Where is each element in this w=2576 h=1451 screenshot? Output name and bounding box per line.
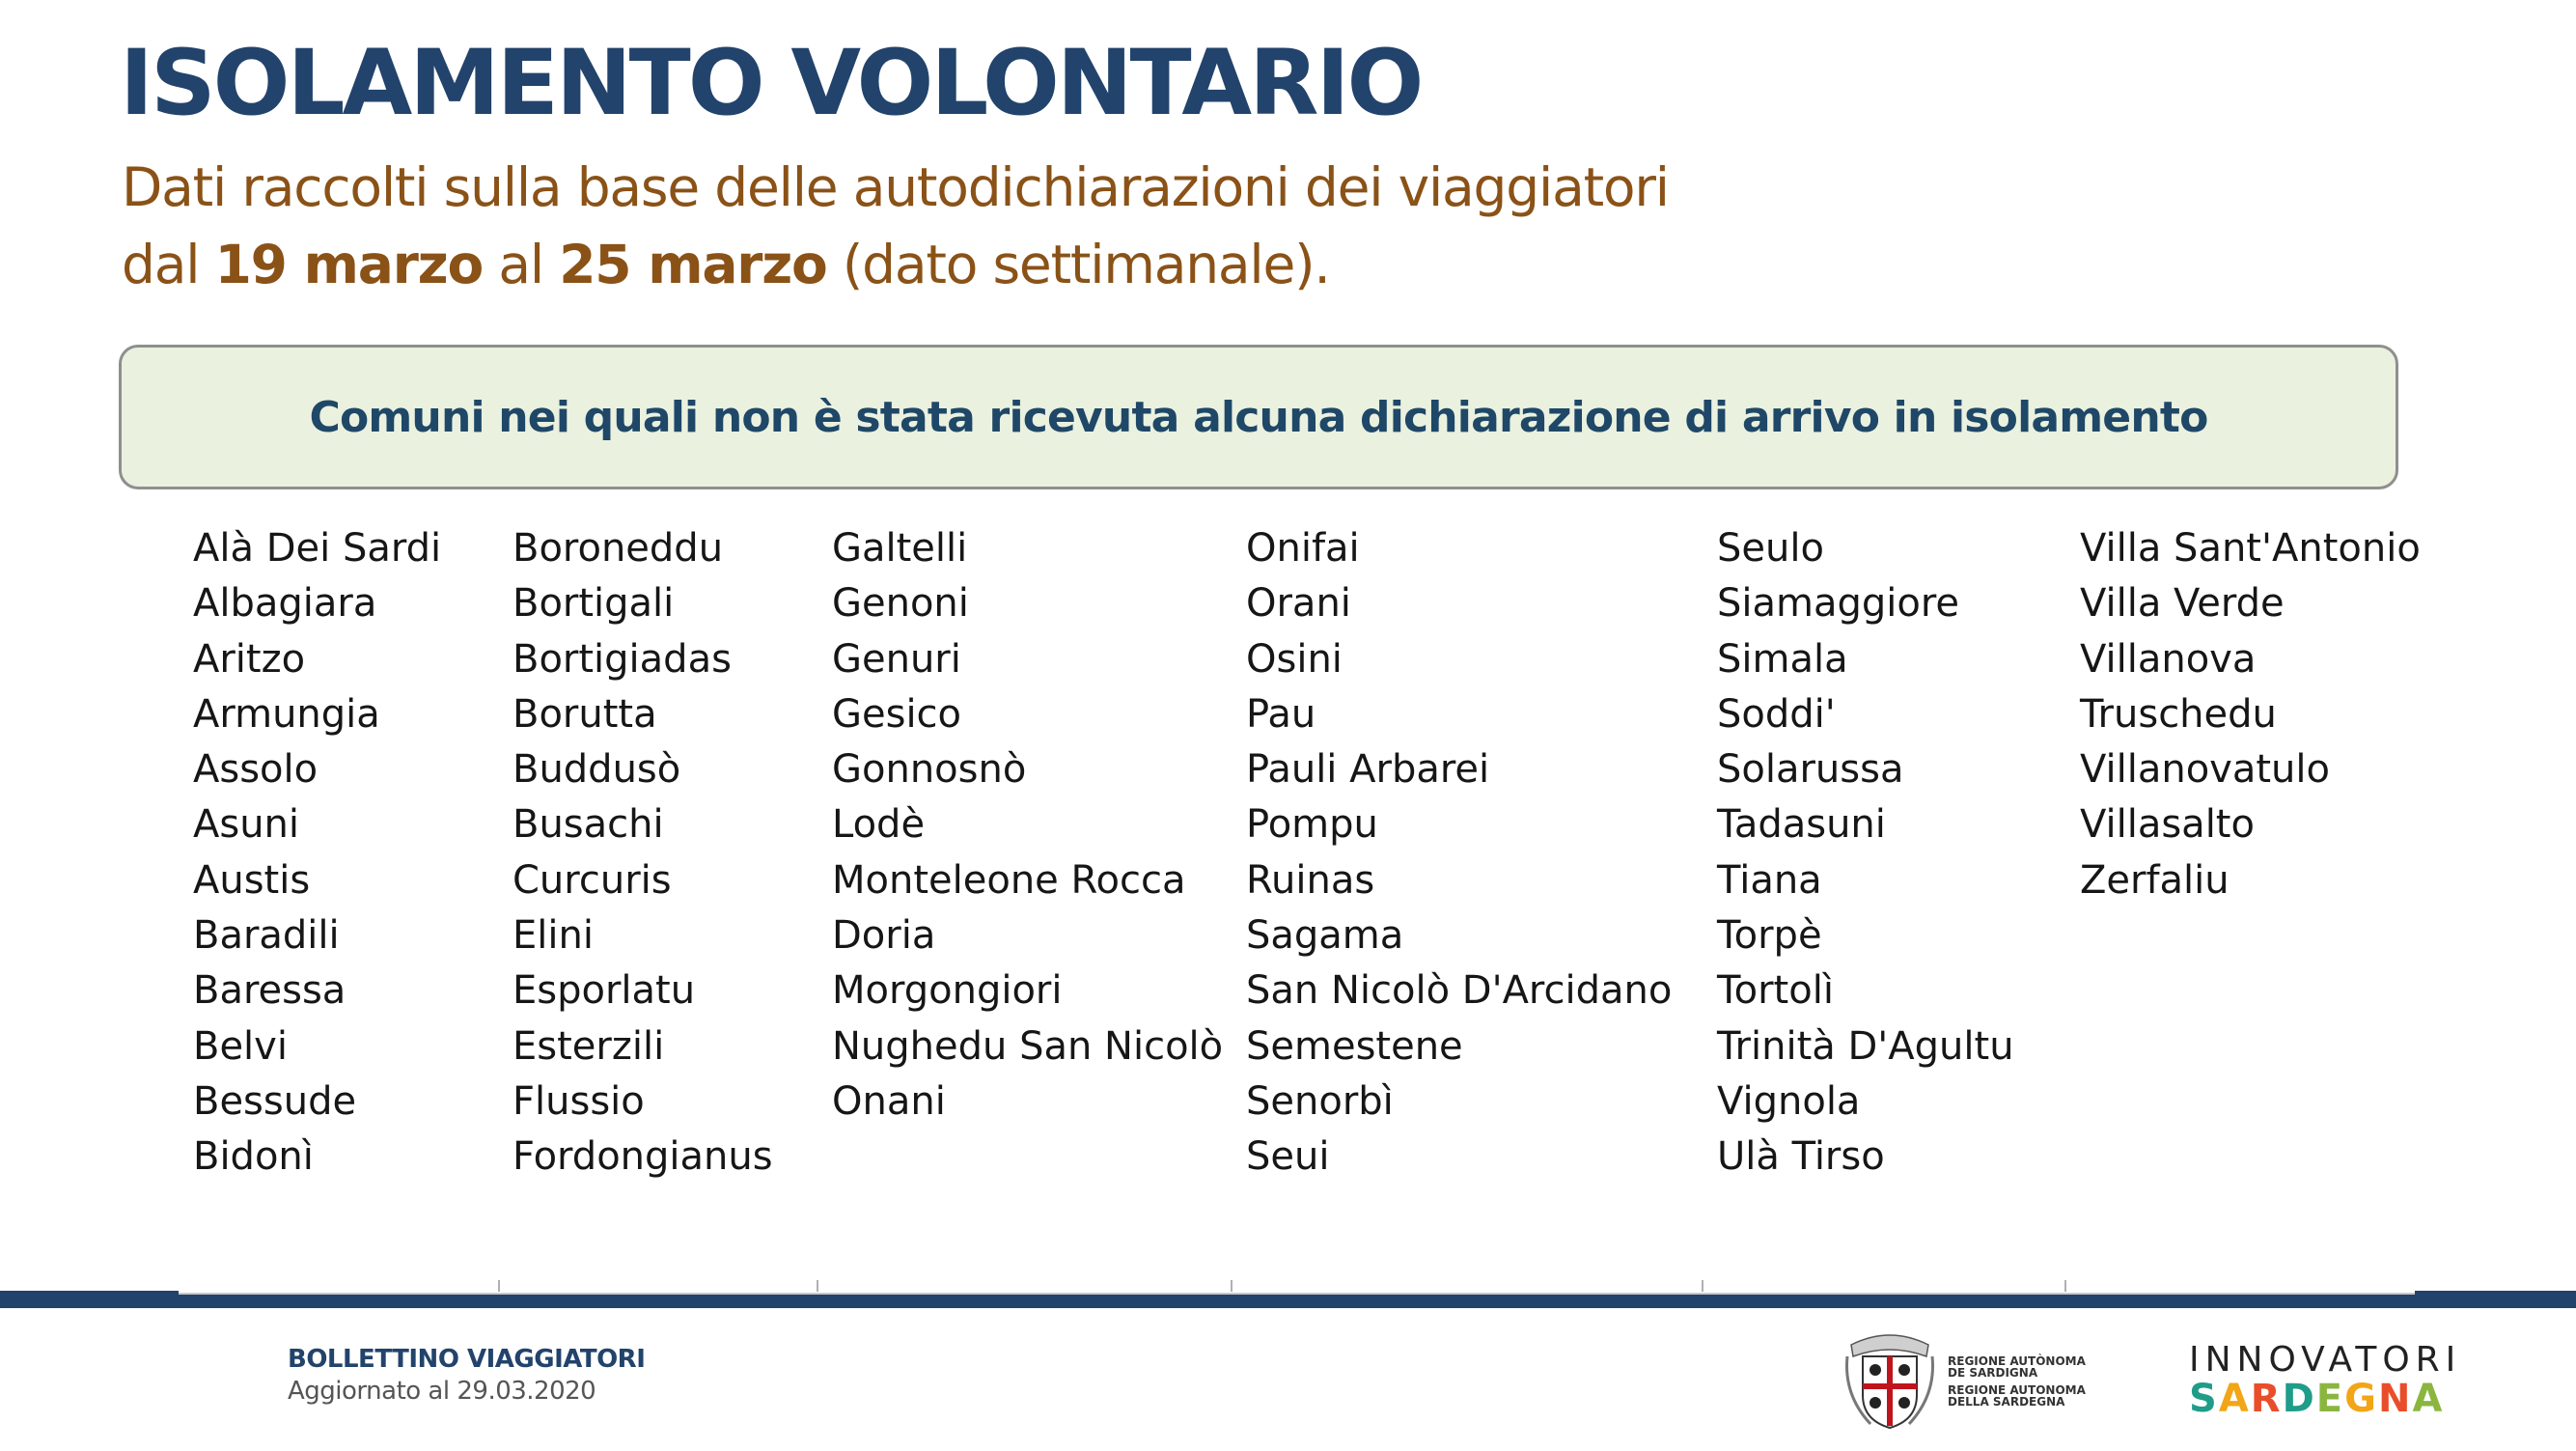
- region-name-italian-line-1: REGIONE AUTONOMA: [1948, 1383, 2086, 1397]
- municipality-item: Osini: [1246, 636, 1343, 682]
- municipality-item: Gonnosnò: [832, 747, 1027, 793]
- municipality-item: Seulo: [1717, 526, 1824, 571]
- region-name-sardinian-line-1: REGIONE AUTÒNOMA: [1948, 1354, 2086, 1368]
- municipality-item: San Nicolò D'Arcidano: [1246, 968, 1673, 1014]
- municipality-item: Tortolì: [1717, 968, 1834, 1014]
- section-banner: [119, 345, 2398, 489]
- footer-bulletin-title: BOLLETTINO VIAGGIATORI: [288, 1345, 646, 1374]
- municipality-item: Villanovatulo: [2080, 747, 2330, 793]
- column-separator: [817, 1280, 818, 1292]
- municipality-item: Fordongianus: [512, 1134, 773, 1180]
- municipality-item: Albagiara: [193, 581, 377, 627]
- municipality-column-2: [512, 521, 773, 1186]
- municipality-item: Buddusò: [512, 747, 681, 793]
- municipality-column-6: [2080, 521, 2421, 908]
- subtitle-line-2: [122, 226, 1955, 303]
- subtitle-suffix: (dato settimanale).: [826, 234, 1330, 295]
- brand-letter: N: [2377, 1377, 2413, 1421]
- municipality-item: Genoni: [832, 581, 969, 627]
- municipality-item: Esporlatu: [512, 968, 696, 1014]
- municipality-item: Sagama: [1246, 913, 1404, 959]
- column-separator: [1231, 1280, 1233, 1292]
- municipality-column-5: [1717, 521, 2014, 1186]
- municipality-item: Ruinas: [1246, 857, 1375, 903]
- municipality-item: Onifai: [1246, 526, 1360, 571]
- column-separator: [498, 1280, 500, 1292]
- municipality-item: Gesico: [832, 691, 962, 737]
- municipality-column-3: [832, 521, 1223, 1130]
- footer-updated-date: Aggiornato al 29.03.2020: [288, 1377, 596, 1406]
- municipality-item: Baradili: [193, 913, 340, 959]
- subtitle-al: al: [483, 234, 560, 295]
- municipality-item: Borutta: [512, 691, 657, 737]
- municipality-item: Galtelli: [832, 526, 968, 571]
- brand-letter: A: [2412, 1377, 2445, 1421]
- municipality-item: Bidonì: [193, 1134, 314, 1180]
- municipality-item: Pau: [1246, 691, 1316, 737]
- municipality-item: Seui: [1246, 1134, 1330, 1180]
- municipality-item: Armungia: [193, 691, 380, 737]
- municipality-item: Asuni: [193, 802, 300, 848]
- municipality-item: Belvi: [193, 1023, 288, 1069]
- column-separator: [1702, 1280, 1703, 1292]
- municipality-item: Bortigali: [512, 581, 675, 627]
- region-name-italian-line-2: DELLA SARDEGNA: [1948, 1395, 2065, 1409]
- subtitle-line-1: Dati raccolti sulla base delle autodichiarazioni dei viaggiatori: [122, 156, 1669, 218]
- municipality-item: Doria: [832, 913, 936, 959]
- brand-letter: D: [2282, 1377, 2316, 1421]
- municipality-item: Siamaggiore: [1717, 581, 1960, 627]
- municipality-item: Tiana: [1717, 857, 1822, 903]
- banner-text: Comuni nei quali non è stata ricevuta alcuna dichiarazione di arrivo in isolamento: [309, 392, 2208, 442]
- page-title: ISOLAMENTO VOLONTARIO: [120, 31, 1422, 136]
- municipality-item: Ulà Tirso: [1717, 1134, 1885, 1180]
- municipality-item: Zerfaliu: [2080, 857, 2230, 903]
- subtitle-from-date: 19 marzo: [214, 234, 484, 295]
- municipality-item: Elini: [512, 913, 594, 959]
- municipality-item: Vignola: [1717, 1078, 1861, 1124]
- municipality-item: Boroneddu: [512, 526, 724, 571]
- region-name-sardinian: [1948, 1355, 2086, 1379]
- municipality-item: Nughedu San Nicolò: [832, 1023, 1224, 1069]
- subtitle-to-date: 25 marzo: [559, 234, 827, 295]
- municipality-item: Bessude: [193, 1078, 357, 1124]
- municipality-item: Tadasuni: [1717, 802, 1886, 848]
- municipality-column-1: [193, 521, 441, 1186]
- brand-letter: S: [2189, 1377, 2219, 1421]
- municipality-item: Pompu: [1246, 802, 1378, 848]
- municipality-item: Lodè: [832, 802, 926, 848]
- municipality-item: Assolo: [193, 747, 319, 793]
- municipality-item: Baressa: [193, 968, 346, 1014]
- brand-letter: A: [2218, 1377, 2251, 1421]
- brand-logo-top: INNOVATORI: [2189, 1340, 2462, 1380]
- municipality-item: Solarussa: [1717, 747, 1904, 793]
- municipality-item: Villasalto: [2080, 802, 2255, 848]
- page-subtitle: [122, 149, 1955, 303]
- municipality-item: Curcuris: [512, 857, 672, 903]
- municipality-item: Pauli Arbarei: [1246, 747, 1490, 793]
- brand-logo-bottom: [2189, 1377, 2444, 1421]
- municipality-item: Flussio: [512, 1078, 645, 1124]
- table-bottom-border: [179, 1289, 2415, 1295]
- municipality-item: Soddi': [1717, 691, 1836, 737]
- municipality-item: Monteleone Rocca: [832, 857, 1186, 903]
- municipality-item: Austis: [193, 857, 311, 903]
- sardinia-crest-icon: [1842, 1327, 1938, 1434]
- brand-letter: R: [2250, 1377, 2283, 1421]
- municipality-item: Torpè: [1717, 913, 1822, 959]
- subtitle-dal: dal: [122, 234, 215, 295]
- brand-letter: G: [2344, 1377, 2378, 1421]
- municipality-item: Senorbì: [1246, 1078, 1394, 1124]
- municipality-item: Simala: [1717, 636, 1848, 682]
- municipality-column-4: [1246, 521, 1672, 1186]
- municipality-item: Onani: [832, 1078, 946, 1124]
- municipality-item: Villa Sant'Antonio: [2080, 526, 2421, 571]
- municipality-item: Genuri: [832, 636, 961, 682]
- municipality-item: Trinità D'Agultu: [1717, 1023, 2014, 1069]
- municipality-item: Busachi: [512, 802, 664, 848]
- brand-letter: E: [2315, 1377, 2345, 1421]
- municipality-item: Orani: [1246, 581, 1351, 627]
- municipality-item: Semestene: [1246, 1023, 1463, 1069]
- municipality-item: Alà Dei Sardi: [193, 526, 442, 571]
- municipality-item: Villanova: [2080, 636, 2257, 682]
- municipality-item: Aritzo: [193, 636, 306, 682]
- column-separator: [2064, 1280, 2066, 1292]
- region-name-sardinian-line-2: DE SARDIGNA: [1948, 1366, 2038, 1380]
- municipality-item: Truschedu: [2080, 691, 2277, 737]
- municipality-item: Villa Verde: [2080, 581, 2285, 627]
- region-name-italian: [1948, 1384, 2086, 1408]
- municipality-item: Bortigiadas: [512, 636, 732, 682]
- municipality-item: Esterzili: [512, 1023, 665, 1069]
- municipality-item: Morgongiori: [832, 968, 1063, 1014]
